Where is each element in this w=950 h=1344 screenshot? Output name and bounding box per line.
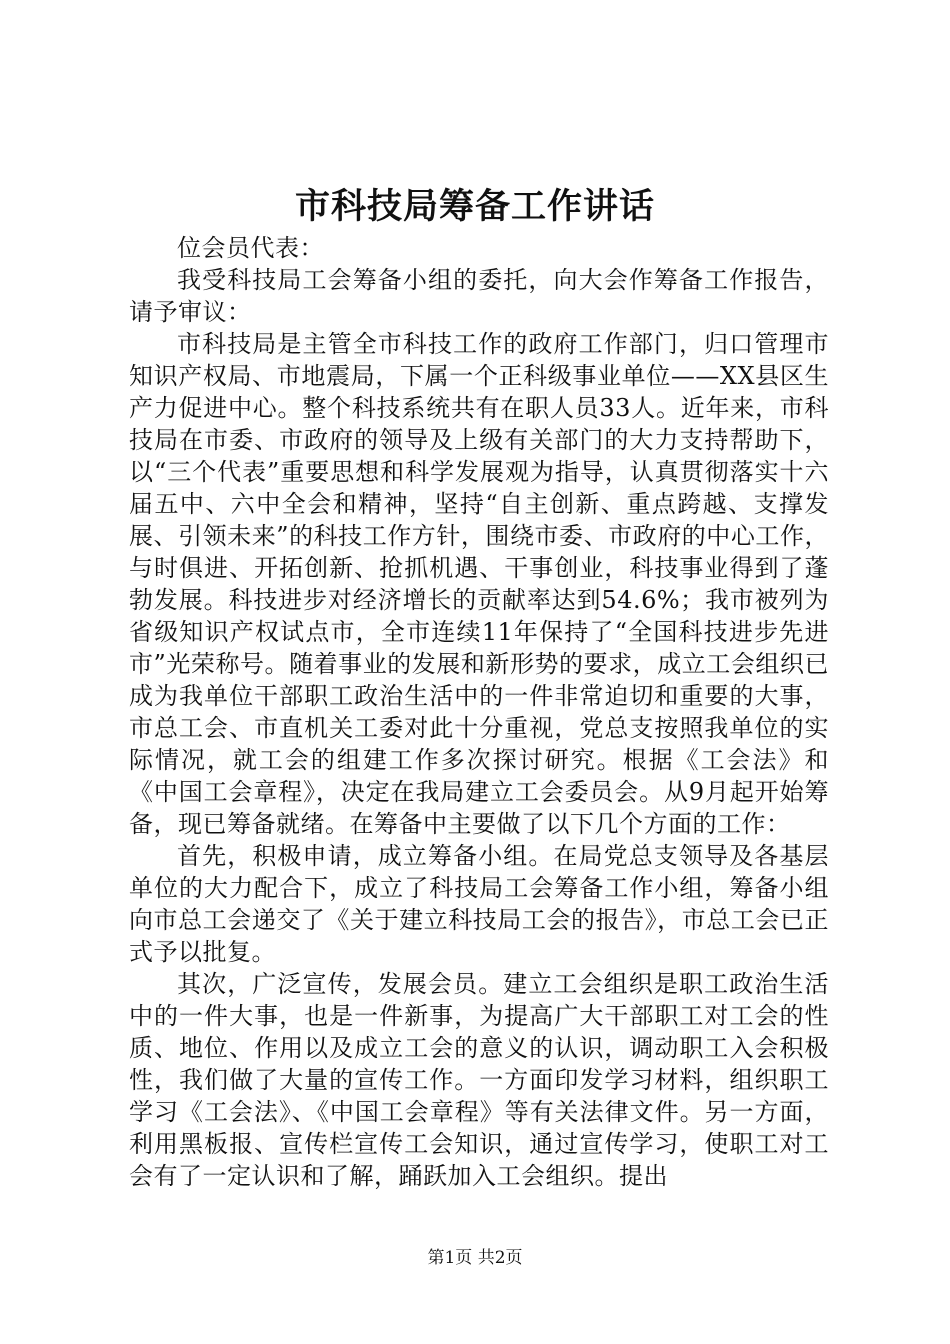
document-body [129, 232, 829, 1192]
page-footer: 第1页 共2页 [427, 1248, 523, 1268]
paragraph-background: 市科技局是主管全市科技工作的政府工作部门，归口管理市知识产权局、市地震局，下属一个正科级事业单位——XX县区生产力促进中心。整个科技系统共有在职人员33人。近年来，市科技局在市委、市政府的领导及上级有关部门的大力支持帮助下，以“三个代表”重要思想和科学发展观为指导，认真贯彻落实十六届五中、六中全会和精神，坚持“自主创新、重点跨越、支撑发展、引领未来”的科技工作方针，围绕市委、市政府的中心工作，与时俱进、开拓创新、抢抓机遇、干事创业，科技事业得到了蓬勃发展。科技进步对经济增长的贡献率达到54.6%；我市被列为省级知识产权试点市，全市连续11年保持了“全国科技进步先进市”光荣称号。随着事业的发展和新形势的要求，成立工会组织已成为我单位干部职工政治生活中的一件非常迫切和重要的大事，市总工会、市直机关工委对此十分重视，党总支按照我单位的实际情况，就工会的组建工作多次探讨研究。根据《工会法》和《中国工会章程》，决定在我局建立工会委员会。从9月起开始筹备，现已筹备就绪。在筹备中主要做了以下几个方面的工作： [129, 330, 829, 838]
paragraph-intro: 我受科技局工会筹备小组的委托，向大会作筹备工作报告，请予审议： [129, 266, 829, 326]
page-title: 市科技局筹备工作讲话 [294, 186, 655, 227]
paragraph-salutation: 位会员代表： [177, 234, 324, 262]
paragraph-first: 首先，积极申请，成立筹备小组。在局党总支领导及各基层单位的大力配合下，成立了科技局工会筹备工作小组，筹备小组向市总工会递交了《关于建立科技局工会的报告》，市总工会已正式予以批复。 [129, 842, 829, 966]
paragraph-second: 其次，广泛宣传，发展会员。建立工会组织是职工政治生活中的一件大事，也是一件新事，为提高广大干部职工对工会的性质、地位、作用以及成立工会的意义的认识，调动职工入会积极性，我们做了大量的宣传工作。一方面印发学习材料，组织职工学习《工会法》、《中国工会章程》等有关法律文件。另一方面，利用黑板报、宣传栏宣传工会知识，通过宣传学习，使职工对工会有了一定认识和了解，踊跃加入工会组织。提出 [129, 970, 829, 1190]
